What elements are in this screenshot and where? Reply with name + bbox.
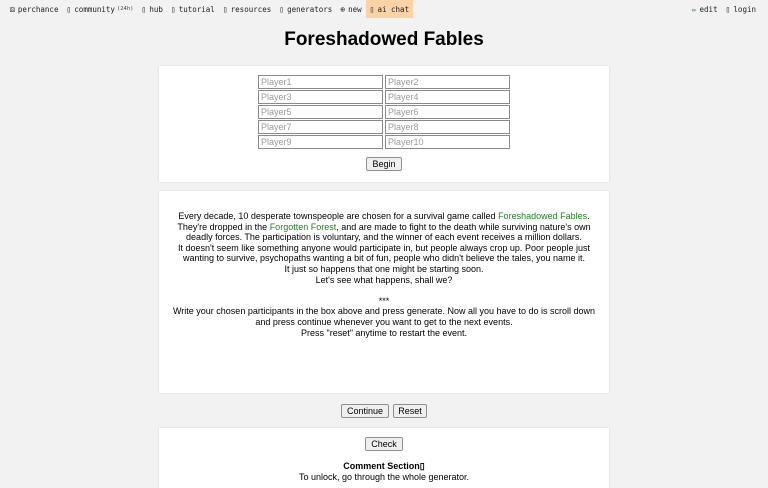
player6-input[interactable] xyxy=(385,105,510,119)
top-nav xyxy=(0,0,768,18)
nav-hub[interactable] xyxy=(138,0,167,18)
nav-tutorial-label: tutorial xyxy=(178,4,215,14)
nav-perchance-label: perchance xyxy=(17,4,59,14)
story-paragraph: It just so happens that one might be starting soon. xyxy=(284,263,484,274)
nav-community[interactable] xyxy=(62,0,137,18)
nav-resources[interactable] xyxy=(219,0,275,18)
story-paragraph xyxy=(171,222,597,243)
player8-input[interactable] xyxy=(385,120,510,134)
robot-icon: ▯ xyxy=(369,4,375,14)
nav-login-label: login xyxy=(733,4,756,14)
nav-edit-label: edit xyxy=(699,4,718,14)
book-icon: ▯ xyxy=(170,4,176,14)
player7-input[interactable] xyxy=(258,120,383,134)
reset-button[interactable]: Reset xyxy=(393,404,427,418)
chat-icon: ▯ xyxy=(66,4,72,14)
nav-generators-label: generators xyxy=(287,4,333,14)
nav-new-label: new xyxy=(348,4,362,14)
plus-circle-icon: ⊕ xyxy=(340,4,346,14)
forgotten-forest-link[interactable]: Forgotten Forest xyxy=(269,221,337,232)
player4-input[interactable] xyxy=(385,90,510,104)
comment-section-title xyxy=(159,461,609,472)
player1-input[interactable] xyxy=(258,75,383,89)
player2-input[interactable] xyxy=(385,75,510,89)
nav-perchance[interactable] xyxy=(6,0,62,18)
story-text-span: They're dropped in the xyxy=(177,221,270,232)
nav-generators[interactable] xyxy=(275,0,336,18)
story-paragraph xyxy=(171,211,597,222)
continue-button[interactable]: Continue xyxy=(341,404,389,418)
story-paragraph: Let's see what happens, shall we? xyxy=(315,274,453,285)
nav-ai-chat-label: ai chat xyxy=(377,4,410,14)
story-paragraph: It doesn't seem like something anyone would participate in, but people always crop up. Poor people just wanting to survive, psychopaths wanting a bit of fun, people who didn't believe the tales, you name it. xyxy=(178,242,590,264)
comment-unlock-note: To unlock, go through the whole generator. xyxy=(298,472,470,482)
pencil-icon: ✏ xyxy=(691,4,697,14)
story-text-span: . xyxy=(587,211,590,221)
dice-icon: ⚄ xyxy=(10,4,15,14)
story-separator-spacer xyxy=(171,285,597,296)
story-separator: *** xyxy=(378,295,390,306)
nav-resources-label: resources xyxy=(230,4,272,14)
nav-tutorial[interactable] xyxy=(167,0,219,18)
player-inputs-grid xyxy=(258,75,510,149)
comment-title-text: Comment Section xyxy=(343,461,420,471)
nav-hub-label: hub xyxy=(149,4,163,14)
hub-icon: ▯ xyxy=(141,4,147,14)
player3-input[interactable] xyxy=(258,90,383,104)
check-button[interactable]: Check xyxy=(365,437,403,451)
story-panel xyxy=(159,191,609,393)
activity-window-badge: (24h) xyxy=(116,6,134,12)
begin-button[interactable]: Begin xyxy=(366,157,402,171)
nav-right xyxy=(688,0,760,18)
player10-input[interactable] xyxy=(385,135,510,149)
players-panel xyxy=(159,66,609,182)
nav-new[interactable] xyxy=(336,0,365,18)
page-title: Foreshadowed Fables xyxy=(284,29,484,50)
list-icon: ▯ xyxy=(279,4,285,14)
user-icon: ▯ xyxy=(725,4,731,14)
story-paragraph: Write your chosen participants in the box above and press generate. Now all you have to do is scroll down and press continue whenever you want to get to the next events. xyxy=(172,306,596,327)
story-text-span: Every decade, 10 desperate townspeople are chosen for a survival game called xyxy=(178,211,499,221)
folder-icon: ▯ xyxy=(222,4,228,14)
nav-login[interactable] xyxy=(722,0,760,18)
nav-left xyxy=(6,0,413,18)
check-panel xyxy=(159,428,609,488)
nav-edit[interactable] xyxy=(688,0,722,18)
player9-input[interactable] xyxy=(258,135,383,149)
story-paragraph: Press "reset" anytime to restart the event. xyxy=(301,327,467,338)
nav-community-label: community xyxy=(74,4,115,14)
foreshadowed-fables-link[interactable]: Foreshadowed Fables xyxy=(498,211,588,221)
story-text xyxy=(171,211,597,338)
nav-ai-chat[interactable] xyxy=(366,0,413,18)
player5-input[interactable] xyxy=(258,105,383,119)
story-text-span: , and are made to fight to the death while surviving nature's own deadly forces. The participation is voluntary, and the winner of each event receives a million dollars. xyxy=(186,221,591,243)
lock-icon: ▯ xyxy=(419,461,425,471)
